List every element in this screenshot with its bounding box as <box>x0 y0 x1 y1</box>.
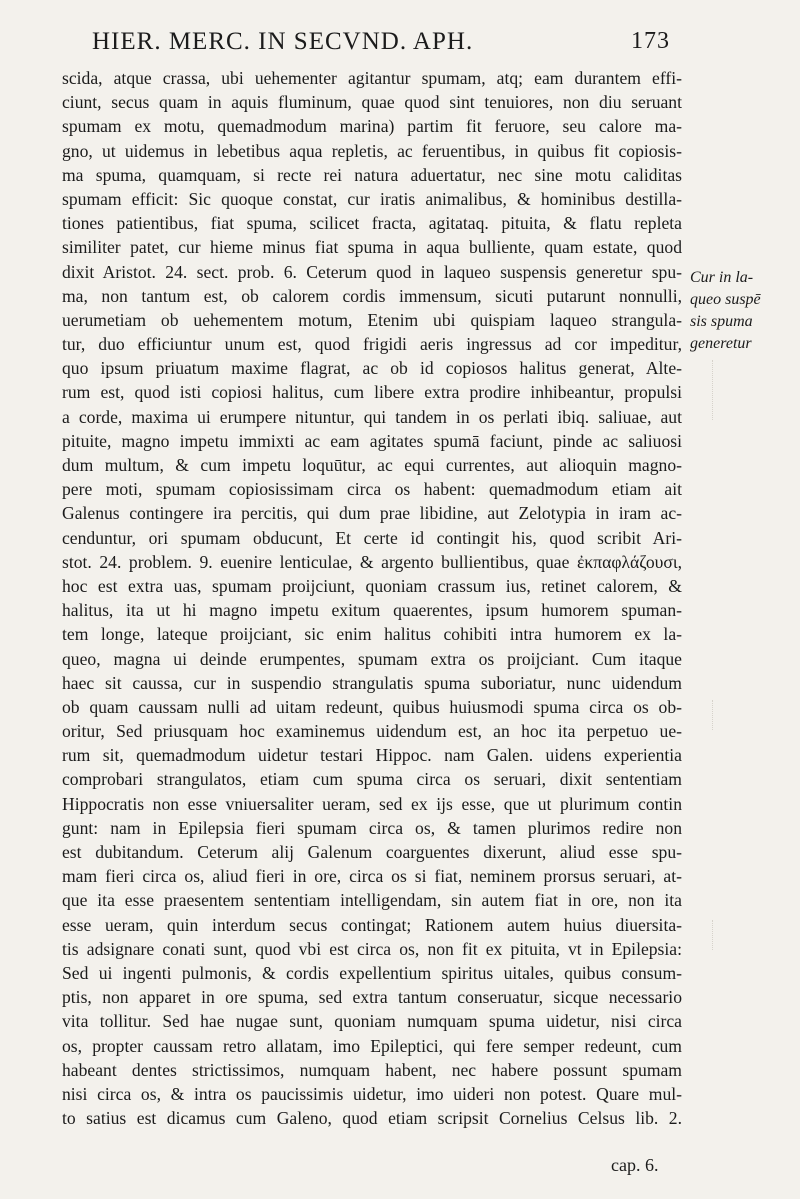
bleed-through-mark <box>712 920 773 950</box>
text-line: esse ueram, quin interdum secus contingat; Rationem autem huius diuersita- <box>62 914 682 935</box>
text-line: a corde, maxima ui erumpere nituntur, qui tandem in os perlati ibiq. saliuae, aut <box>62 406 682 427</box>
text-line: Galenus contingere ira percitis, qui dum prae libidine, aut Zelotypia in iram ac- <box>62 503 682 524</box>
marginal-note <box>690 267 790 355</box>
text-line: queo, magna ui deinde erumpentes, spumam extra os proijciant. Cum itaque <box>62 648 682 669</box>
text-line: tur, duo efficiuntur unum est, quod frigidi aeris ingressus ad cor impeditur, <box>62 334 682 355</box>
page-header <box>60 22 680 62</box>
bleed-through-mark <box>712 700 773 730</box>
text-line: rum est, quod isti copiosi halitus, cum libere extra prodire inhibeantur, propulsi <box>62 382 682 403</box>
marginal-note-line: Cur in la- <box>690 269 754 286</box>
marginal-note-line: generetur <box>690 335 752 352</box>
text-line: nisi circa os, & intra os paucissimis uidetur, imo uideri non potest. Quare mul- <box>62 1083 682 1104</box>
text-line: uerumetiam ob uehementem motum, Etenim ubi quispiam laqueo strangula- <box>62 309 682 330</box>
text-line: pituite, magno impetu immixti ac eam agitates spumā faciunt, pinde ac saliuosi <box>62 430 682 451</box>
text-line: scida, atque crassa, ubi uehementer agitantur spumam, atq; eam durantem effi- <box>62 68 682 88</box>
text-line: hoc est extra uas, spumam proijciunt, quoniam crassum ius, retinet calorem, & <box>62 575 682 596</box>
text-line: halitus, ita ut hi magno impetu exitum quaerentes, ipsum humorem spuman- <box>62 600 682 621</box>
text-line: cenduntur, ori spumam obducunt, Et certe id contingit his, quod scribit Ari- <box>62 527 682 548</box>
text-line: Hippocratis non esse vniuersaliter ueram, sed ex ijs esse, que ut plurimum contin <box>62 793 682 814</box>
text-line: haec sit caussa, cur in suspendio strangulatis spuma suboriatur, nunc uidendum <box>62 672 682 693</box>
text-line: comprobari strangulatos, etiam cum spuma circa os seruari, dixit sententiam <box>62 769 682 790</box>
text-line: que ita esse praesentem sententiam intelligendam, sin autem fiat in ore, non ita <box>62 890 682 911</box>
text-line: to satius est dicamus cum Galeno, quod etiam scripsit Cornelius Celsus lib. 2. <box>62 1108 682 1129</box>
running-title: HIER. MERC. IN SECVND. APH. <box>92 28 474 55</box>
text-line: ma spuma, quamquam, si recte rei natura aduertatur, nec sine motu caliditas <box>62 164 682 185</box>
marginal-note-line: queo suspē <box>690 291 761 308</box>
text-line: oritur, Sed priusquam hoc examinemus uidendum est, an hoc ita perpetuo ue- <box>62 721 682 742</box>
text-line: vita tollitur. Sed hae nugae sunt, quoniam numquam spuma uidetur, nisi circa <box>62 1011 682 1032</box>
text-line: pere moti, spumam copiosissimam circa os habent: quemadmodum etiam ait <box>62 479 682 500</box>
text-line: similiter patet, cur hieme minus fiat spuma in aqua bulliente, quam estate, quod <box>62 237 682 258</box>
text-line: os, propter caussam retro allatam, imo Epileptici, qui fere semper redeunt, cum <box>62 1035 682 1056</box>
text-line: quo ipsum priuatum maxime flagrat, ac ob id copiosos halitus generat, Alte- <box>62 358 682 379</box>
text-line: spumam efficit: Sic quoque constat, cur iratis animalibus, & hominibus destilla- <box>62 188 682 209</box>
marginal-note-line: sis spuma <box>690 313 753 330</box>
text-line: spumam ex motu, quemadmodum marina) partim fit feruore, seu calore ma- <box>62 116 682 137</box>
main-text-block <box>62 66 682 1130</box>
text-line: tis adsignare conati sunt, quod vbi est circa os, non fit ex pituita, vt in Epilepsia: <box>62 938 682 959</box>
text-line: gno, ut uidemus in lebetibus aqua repletis, ac feruentibus, in quibus fit copiosis- <box>62 140 682 161</box>
text-line: ptis, non apparet in ore spuma, sed extra tantum conseruatur, sicque necessario <box>62 987 682 1008</box>
bleed-through-mark <box>712 360 783 420</box>
text-line: stot. 24. problem. 9. euenire lenticulae, & argento bullientibus, quae ἐκπαφλάζουσι, <box>62 551 682 572</box>
text-line: habeant dentes strictissimos, numquam habent, nec habere possunt spumam <box>62 1059 682 1080</box>
text-line: Sed ui ingenti pulmonis, & cordis expellentium spiritus uitales, quibus consum- <box>62 962 682 983</box>
text-line: ob quam caussam nulli ad uitam redeunt, quibus huiusmodi spuma circa os ob- <box>62 696 682 717</box>
text-line: ma, non tantum est, ob calorem cordis immensum, sicuti putarunt nonnulli, <box>62 285 682 306</box>
page-number: 173 <box>631 28 670 54</box>
catchword: cap. 6. <box>611 1155 659 1175</box>
text-line: est dubitandum. Ceterum alij Galenum coarguentes dixerunt, aliud esse spu- <box>62 842 682 862</box>
text-line: rum sit, quemadmodum uidetur testari Hippoc. nam Galen. uidens experientia <box>62 745 682 766</box>
text-line: gunt: nam in Epilepsia fieri spumam circa os, & tamen plurimos redire non <box>62 817 682 838</box>
text-line: ciunt, secus quam in aquis fluminum, quae quod sint tenuiores, non diu seruant <box>62 92 682 113</box>
text-line: tem longe, lateque proijciant, sic enim halitus cohibiti intra humorem ex la- <box>62 624 682 645</box>
text-line: tiones patientibus, fiat spuma, scilicet fracta, agitataq. pituita, & flatu repleta <box>62 213 682 234</box>
text-line: dixit Aristot. 24. sect. prob. 6. Ceterum quod in laqueo suspensis generetur spu- <box>62 261 682 282</box>
text-line: dum multum, & cum impetu loquūtur, ac equi currentes, aut alioquin magno- <box>62 455 682 475</box>
text-line: mam fieri circa os, aliud fieri in ore, circa os si fiat, neminem prorsus seruari, at- <box>62 866 682 887</box>
